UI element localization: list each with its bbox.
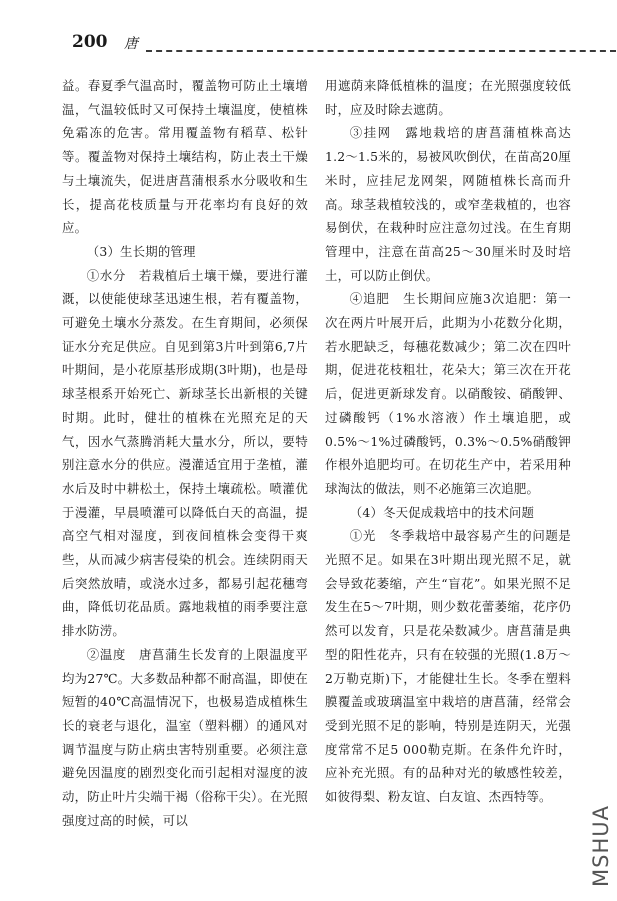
paragraph: ①水分 若栽植后土壤干燥，要进行灌溉，以使能使球茎迅速生根，若有覆盖物，可避免土壤水分蒸发。在生育期间，必须保证水分充足供应。自见到第3片叶到第6,7片叶期间，是小花原基形成期(3叶期)，也是母球茎根系开始死亡、新球茎长出新根的关键时期。此时，健壮的植株在光照充足的天气，因水气蒸腾消耗大量水分，所以，要特别注意水分的供应。漫灌适宜用于垄植，灌水后及时中耕松土，保持土壤疏松。喷灌优于漫灌，早晨喷灌可以降低白天的高温，提高空气相对湿度，到夜间植株会变得干爽些，从而减少病害侵染的机会。连续阴雨天后突然放晴，或浇水过多，都易引起花穗弯曲，降低切花品质。露地栽植的雨季要注意排水防涝。: [62, 267, 308, 639]
paragraph: ③挂网 露地栽培的唐菖蒲植株高达1.2～1.5米的，易被风吹倒伏，在苗高20厘米时，应挂尼龙网架，网随植株长高而升高。球茎栽植较浅的，或窄垄栽植的，也容易倒伏，在栽种时应注意勿过浅。在生育期管理中，注意在苗高25～30厘米时及时培土，可以防止倒伏。: [325, 125, 571, 283]
running-head: 唐: [124, 36, 138, 52]
page-number: 200: [72, 32, 108, 52]
paragraph: ①光 冬季栽培中最容易产生的问题是光照不足。如果在3叶期出现光照不足，就会导致花萎缩，产生“盲花”。如果光照不足发生在5～7叶期，则少数花蕾萎缩，花序仍然可以发育，只是花朵数减少。唐菖蒲是典型的阳性花卉，只有在较强的光照(1.8万～2万勒克斯)下，才能健壮生长。冬季在塑料膜覆盖或玻璃温室中栽培的唐菖蒲，经常会受到光照不足的影响，特别是连阴天，光强度常常不足5 000勒克斯。在条件允许时，应补充光照。有的品种对光的敏感性较差，如彼得梨、粉友谊、白友谊、杰西特等。: [325, 528, 571, 805]
paragraph: 益。春夏季气温高时，覆盖物可防止土壤增温，气温较低时又可保持土壤温度，使植株免霜冻的危害。常用覆盖物有稻草、松针等。覆盖物对保持土壤结构，防止表土干燥与土壤流失，促进唐菖蒲根系水分吸收和生长，提高花枝质量与开花率均有良好的效应。: [62, 78, 308, 236]
watermark-text: MSHUA: [589, 805, 613, 887]
paragraph: ②温度 唐菖蒲生长发育的上限温度平均为27℃。大多数品种都不耐高温，即使在短暂的40℃高温情况下，也极易造成植株生长的衰老与退化，温室（塑料棚）的通风对调节温度与防止病虫害特别重要。必须注意避免因温度的剧烈变化而引起相对湿度的波动，防止叶片尖端干褐（俗称干尖）。在光照强度过高的时候，可以: [62, 646, 308, 828]
paragraph: ④追肥 生长期间应施3次追肥：第一次在两片叶展开后，此期为小花数分化期，若水肥缺乏，每穗花数减少；第二次在四叶期，促进花枝粗壮，花朵大；第三次在开花后，促进更新球发育。以硝酸铵、硝酸钾、过磷酸钙（1%水溶液）作土壤追肥，或0.5%～1%过磷酸钙，0.3%～0.5%硝酸钾作根外追肥均可。在切花生产中，若采用种球淘汰的做法，则不必施第三次追肥。: [325, 291, 571, 496]
section-heading: （4）冬天促成栽培中的技术问题: [349, 504, 535, 520]
paragraph: 用遮荫来降低植株的温度；在光照强度较低时，应及时除去遮荫。: [325, 78, 571, 117]
header-rule: [146, 50, 616, 52]
page-header: [62, 30, 562, 56]
left-column: [62, 74, 308, 833]
right-column: [325, 74, 571, 809]
section-heading: （3）生长期的管理: [86, 243, 196, 259]
watermark: [586, 780, 613, 890]
